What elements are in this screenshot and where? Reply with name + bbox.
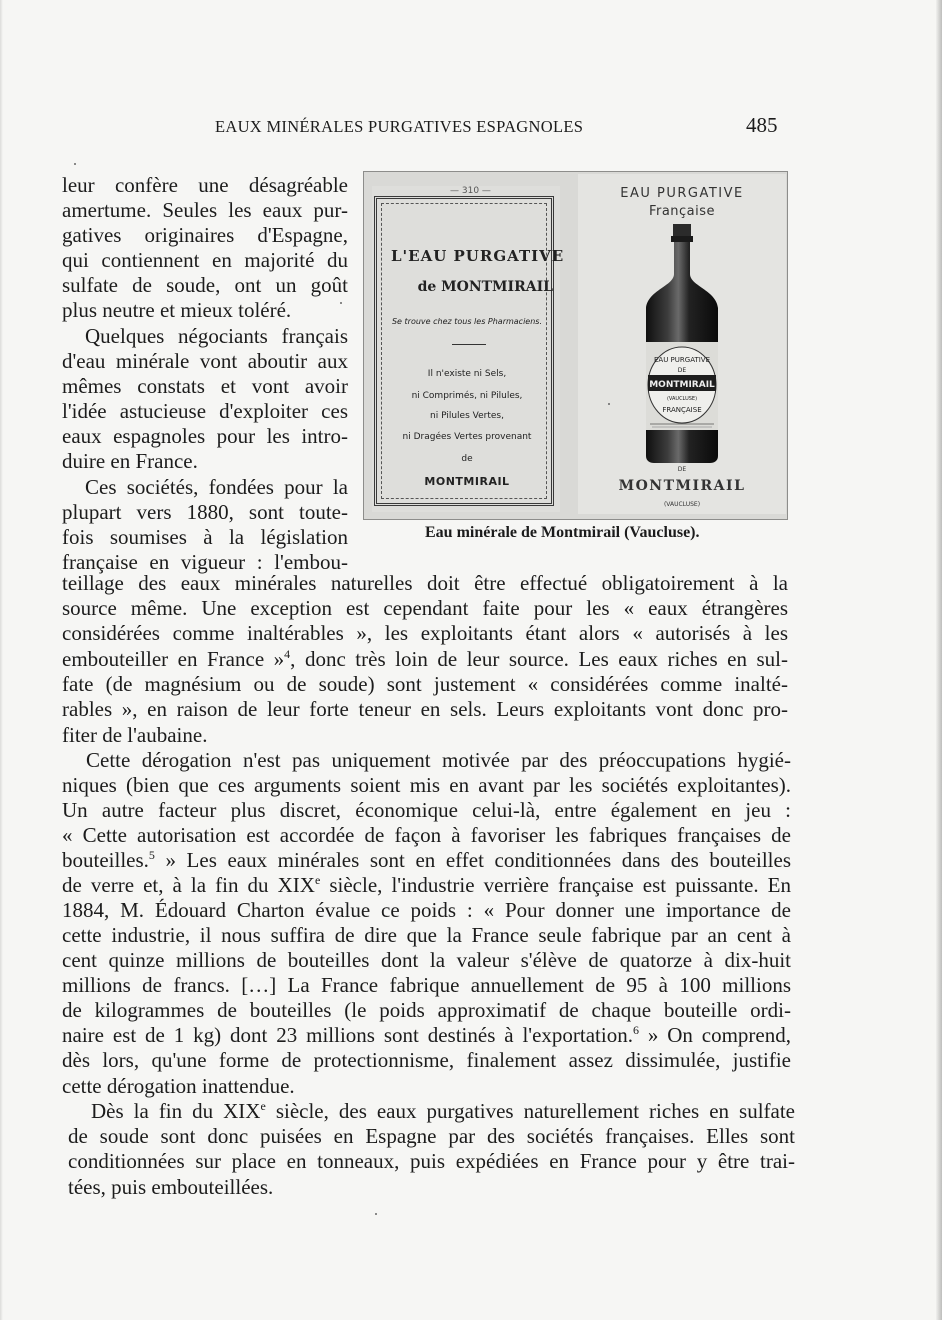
leaflet-subtitle: Se trouve chez tous les Pharmaciens. bbox=[391, 317, 543, 326]
figure-image bbox=[363, 171, 788, 520]
text-line: conditionnées sur place en tonneaux, puis expédiées en France pour y être trai- bbox=[68, 1149, 795, 1173]
footnote-ref: 4 bbox=[284, 647, 291, 661]
text-line: fate (de magnésium ou de soude) sont justement « considérées comme inalté- bbox=[62, 672, 788, 696]
running-head: EAUX MINÉRALES PURGATIVES ESPAGNOLES bbox=[215, 117, 584, 136]
text-line: d'eau minérale vont aboutir aux bbox=[62, 349, 348, 373]
text-line: Quelques négociants français bbox=[85, 324, 348, 348]
text-line: fiter de l'aubaine. bbox=[62, 723, 208, 747]
advertisement-leaflet bbox=[372, 186, 565, 512]
text-line: française en vigueur : l'embou- bbox=[62, 550, 348, 574]
text-line: Un autre facteur plus discret, économique celui-là, entre également en jeu : bbox=[62, 798, 791, 822]
leaflet-border bbox=[374, 196, 565, 506]
figure-caption: Eau minérale de Montmirail (Vaucluse). bbox=[425, 524, 700, 541]
text-line: plupart vers 1880, sont toute- bbox=[62, 500, 348, 524]
leaflet-line: ni Dragées Vertes provenant bbox=[402, 432, 532, 442]
ad-subheading: Française bbox=[648, 204, 716, 219]
text-line: eaux espagnoles pour les intro- bbox=[62, 424, 348, 448]
page-edge-left bbox=[0, 0, 3, 1320]
text-line: cette industrie, il nous suffira de dire que la France seule fabrique par an cent à bbox=[62, 923, 791, 947]
text-line: cette dérogation inattendue. bbox=[62, 1074, 295, 1098]
paper-speck bbox=[340, 302, 342, 304]
text-line: teillage des eaux minérales naturelles doit être effectué obligatoirement à la bbox=[62, 571, 788, 595]
text-line: source même. Une exception est cependant faite pour les « eaux étrangères bbox=[62, 596, 788, 620]
bottle-label-main: MONTMIRAIL bbox=[649, 380, 715, 390]
page-edge-right bbox=[936, 0, 942, 1320]
ad-region: (VAUCLUSE) bbox=[663, 501, 701, 508]
leaflet-line: Il n'existe ni Sels, bbox=[427, 369, 507, 379]
footnote-ref: 6 bbox=[632, 1023, 639, 1037]
text-line: Dès la fin du XIXe siècle, des eaux purgatives naturellement riches en sulfate bbox=[91, 1099, 795, 1123]
text-line: tées, puis embouteillées. bbox=[68, 1175, 274, 1199]
leaflet-line: ni Comprimés, ni Pilules, bbox=[411, 391, 523, 401]
page-number: 485 bbox=[746, 113, 778, 137]
text-line: embouteiller en France »$^4$, donc très loin de leur source. Les eaux riches en sul- bbox=[62, 647, 788, 671]
text-line: de kilogrammes de bouteilles (le poids approximatif de chaque bouteille ordi- bbox=[62, 998, 791, 1022]
bottle-advertisement bbox=[578, 174, 786, 514]
text-line: « Cette autorisation est accordée de façon à favoriser les fabriques françaises de bbox=[62, 823, 791, 847]
bottle-label-top: EAU PURGATIVE bbox=[654, 356, 710, 364]
paper-speck bbox=[74, 163, 76, 165]
text-line: duire en France. bbox=[62, 449, 198, 473]
bottle-illustration bbox=[640, 224, 724, 464]
text-line: sulfate de soude, ont un goût bbox=[62, 273, 348, 297]
text-line: bouteilles.$^5$ » Les eaux minérales sont en effet conditionnées dans des bouteilles bbox=[62, 848, 791, 872]
leaflet-title-line2: de MONTMIRAIL bbox=[417, 279, 553, 295]
text-line: dès lors, qu'une forme de protectionnisme, finalement assez dissimulée, justifie bbox=[62, 1048, 791, 1072]
text-line: fois soumises à la législation bbox=[62, 525, 348, 549]
leaflet-page-mark: — 310 — bbox=[450, 186, 491, 196]
footnote-ref: 5 bbox=[148, 848, 155, 862]
ad-de: DE bbox=[677, 466, 687, 473]
text-line: amertume. Seules les eaux pur- bbox=[62, 198, 348, 222]
text-line: considérées comme inaltérables », les exploitants étant alors « autorisés à les bbox=[62, 621, 788, 645]
leaflet-line: ni Pilules Vertes, bbox=[430, 411, 504, 421]
text-line: Cette dérogation n'est pas uniquement motivée par des préoccupations hygié- bbox=[86, 748, 791, 772]
ad-heading: EAU PURGATIVE bbox=[620, 186, 744, 201]
text-line: rables », en raison de leur forte teneur en sels. Leurs exploitants vont donc pro- bbox=[62, 697, 788, 721]
bottle-label-region: (VAUCLUSE) bbox=[666, 396, 698, 402]
text-line: gatives originaires d'Espagne, bbox=[62, 223, 348, 247]
paper-speck bbox=[375, 1213, 377, 1215]
text-line: leur confère une désagréable bbox=[62, 173, 348, 197]
leaflet-line: de bbox=[461, 454, 473, 464]
text-line: cent quinze millions de bouteilles dont la valeur s'élève de quatorze à dix-huit bbox=[62, 948, 791, 972]
text-line: niques (bien que ces arguments soient mis en avant par les sociétés exploitantes). bbox=[62, 773, 791, 797]
text-line: l'idée astucieuse d'exploiter ces bbox=[62, 399, 348, 423]
text-line: mêmes constats et vont avoir bbox=[62, 374, 348, 398]
leaflet-line: MONTMIRAIL bbox=[424, 475, 510, 488]
ad-brand: MONTMIRAIL bbox=[618, 478, 746, 494]
leaflet-rule bbox=[452, 344, 486, 345]
text-line: de soude sont donc puisées en Espagne par des sociétés françaises. Elles sont bbox=[68, 1124, 795, 1148]
text-line: Ces sociétés, fondées pour la bbox=[85, 475, 348, 499]
paper-speck bbox=[608, 403, 610, 405]
text-line: 1884, M. Édouard Charton évalue ce poids : « Pour donner une importance de bbox=[62, 898, 791, 922]
text-line: qui contiennent en majorité du bbox=[62, 248, 348, 272]
bottle-label-de: DE bbox=[677, 367, 687, 374]
text-line: de verre et, à la fin du XIXe siècle, l'industrie verrière française est puissante. En bbox=[62, 873, 791, 897]
leaflet-title-line1: L'EAU PURGATIVE bbox=[391, 247, 565, 265]
text-line: naire est de 1 kg) dont 23 millions sont destinés à l'exportation.$^6$ » On comprend, bbox=[62, 1023, 791, 1047]
bottle-label-bottom: FRANÇAISE bbox=[662, 406, 702, 414]
text-line: millions de francs. […] La France fabrique annuellement de 95 à 100 millions bbox=[62, 973, 791, 997]
text-line: plus neutre et mieux toléré. bbox=[62, 298, 292, 322]
